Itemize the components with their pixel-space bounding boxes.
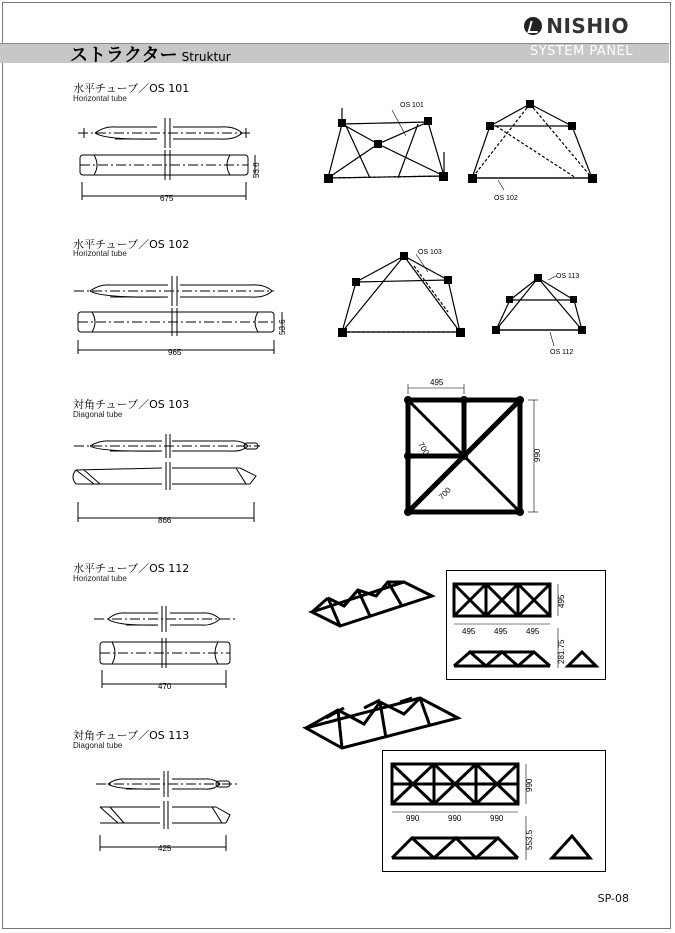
dim-length-os113: 425 bbox=[158, 844, 172, 853]
brand-mark-icon bbox=[524, 17, 542, 35]
section-title-os101: 水平チューブ／OS 101 bbox=[73, 82, 190, 95]
dim-small-2: 495 bbox=[494, 627, 508, 636]
callout-os102: OS 102 bbox=[494, 195, 518, 202]
dim-small-height: 495 bbox=[557, 594, 566, 608]
section-subtitle-os112: Horizontal tube bbox=[73, 574, 127, 583]
truss-3d-small bbox=[308, 574, 438, 634]
dim-length-os112: 470 bbox=[158, 682, 172, 691]
section-title-os113: 対角チューブ／OS 113 bbox=[73, 729, 190, 742]
square-plan-diagram bbox=[392, 374, 552, 524]
dim-square-side: 990 bbox=[533, 448, 542, 462]
dim-large-depth: 553.5 bbox=[525, 829, 534, 850]
dim-diameter-os101: 53.6 bbox=[252, 162, 261, 178]
header-label: SYSTEM PANEL bbox=[529, 44, 633, 59]
brand-name: NISHIO bbox=[546, 14, 629, 38]
dim-large-2: 990 bbox=[448, 814, 462, 823]
brand-logo bbox=[524, 14, 629, 38]
dim-small-1: 495 bbox=[462, 627, 476, 636]
dim-large-3: 990 bbox=[490, 814, 504, 823]
tube-drawing-os112 bbox=[90, 600, 250, 695]
title-de: Struktur bbox=[181, 50, 231, 64]
dim-square-diag1: 700 bbox=[416, 440, 431, 457]
callout-os101-a: OS 101 bbox=[400, 102, 424, 109]
dim-large-1: 990 bbox=[406, 814, 420, 823]
truss-3d-large bbox=[302, 690, 462, 756]
tube-drawing-os102 bbox=[70, 268, 290, 368]
section-subtitle-os113: Diagonal tube bbox=[73, 741, 123, 750]
truss-plan-large bbox=[382, 750, 604, 870]
dim-square-diag2: 700 bbox=[437, 485, 453, 502]
callout-os103: OS 103 bbox=[418, 249, 442, 256]
pyramid-os103 bbox=[332, 236, 482, 346]
dim-small-depth: 281.75 bbox=[557, 639, 566, 664]
dim-square-top: 495 bbox=[430, 378, 444, 387]
section-title-os103: 対角チューブ／OS 103 bbox=[73, 398, 190, 411]
tube-drawing-os103 bbox=[70, 430, 270, 530]
page-number: SP-08 bbox=[597, 892, 629, 905]
dim-length-os102: 965 bbox=[168, 348, 182, 357]
tube-drawing-os101 bbox=[70, 110, 270, 210]
callout-os113: OS 113 bbox=[556, 273, 580, 280]
page-title bbox=[70, 41, 231, 67]
section-subtitle-os101: Horizontal tube bbox=[73, 94, 127, 103]
section-subtitle-os102: Horizontal tube bbox=[73, 249, 127, 258]
pyramid-os112-os113 bbox=[488, 266, 598, 358]
title-jp: ストラクター bbox=[70, 45, 178, 66]
callout-os112: OS 112 bbox=[550, 349, 574, 356]
dim-large-height: 990 bbox=[525, 778, 534, 792]
pyramid-os101-os102 bbox=[464, 96, 604, 206]
dim-diameter-os102: 53.6 bbox=[278, 319, 287, 335]
tube-drawing-os113 bbox=[92, 765, 252, 860]
section-title-os102: 水平チューブ／OS 102 bbox=[73, 238, 190, 251]
dim-length-os103: 866 bbox=[158, 516, 172, 525]
dim-length-os101: 675 bbox=[160, 194, 174, 203]
section-title-os112: 水平チューブ／OS 112 bbox=[73, 562, 190, 575]
section-subtitle-os103: Diagonal tube bbox=[73, 410, 123, 419]
pyramid-os101 bbox=[318, 96, 458, 196]
dim-small-3: 495 bbox=[526, 627, 540, 636]
truss-plan-small bbox=[446, 570, 604, 678]
